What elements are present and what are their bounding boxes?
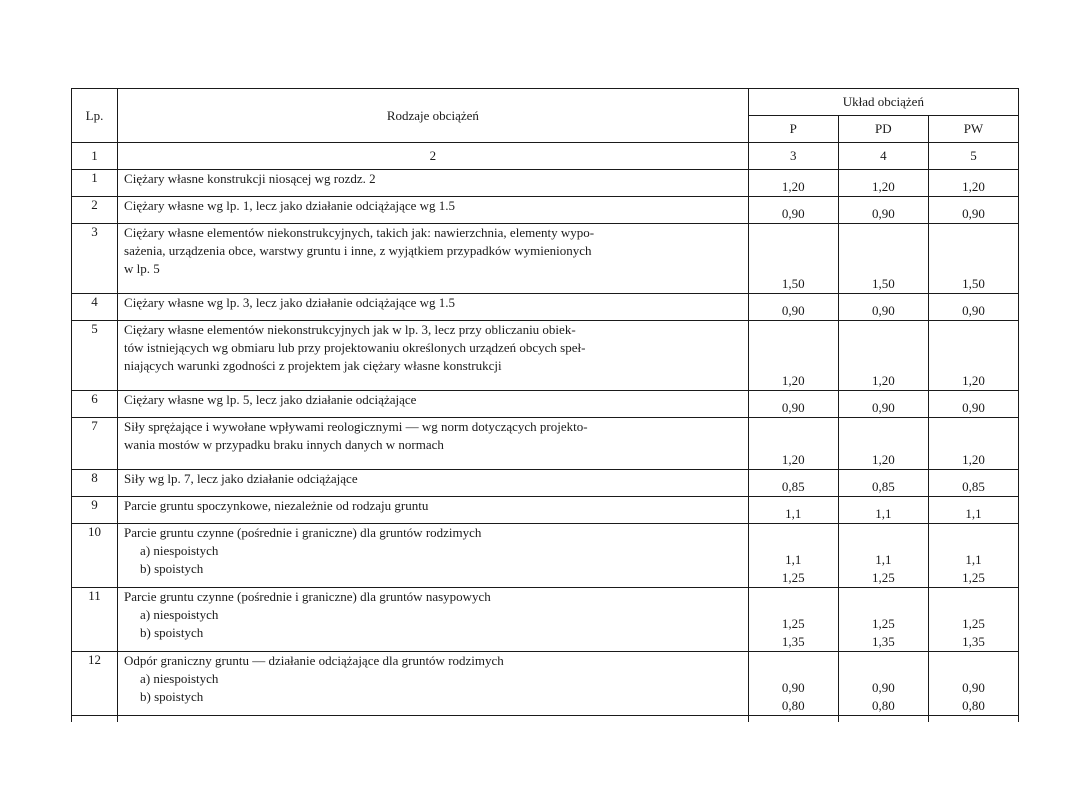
description-line: Ciężary własne elementów niekonstrukcyjnych, takich jak: nawierzchnia, elementy wypo- <box>124 225 595 240</box>
description-subitem: a) niespoistych <box>140 543 219 558</box>
factor-value: 1,25 <box>871 616 895 631</box>
factor-pd-cell <box>838 418 928 470</box>
factor-value: 1,20 <box>962 373 985 388</box>
factor-value: 1,50 <box>962 276 985 291</box>
row-number: 1 <box>72 170 118 197</box>
column-numbering-row <box>72 143 1019 170</box>
column-number: 1 <box>72 143 118 170</box>
description-line: wania mostów w przypadku braku innych danych w normach <box>124 437 444 452</box>
description-line: Ciężary własne wg lp. 1, lecz jako działanie odciążające wg 1.5 <box>124 198 456 213</box>
factor-value: 1,25 <box>962 570 985 585</box>
factor-value: 0,90 <box>781 303 805 318</box>
description-line: w lp. 5 <box>124 261 160 276</box>
factor-p-cell <box>748 524 838 588</box>
factor-pw-cell <box>928 224 1018 294</box>
factor-pw-cell <box>928 588 1018 652</box>
factor-value: 1,1 <box>785 506 802 521</box>
row-number: 9 <box>72 497 118 524</box>
factor-pw-cell <box>928 170 1018 197</box>
table-row <box>72 224 1019 294</box>
factor-value: 1,1 <box>875 552 892 567</box>
factor-value: 0,90 <box>871 206 895 221</box>
factor-value: 1,20 <box>781 373 805 388</box>
factor-pd-cell <box>838 197 928 224</box>
description-line: Parcie gruntu czynne (pośrednie i graniczne) dla gruntów rodzimych <box>124 525 482 540</box>
factor-pd-cell <box>838 470 928 497</box>
factor-value: 0,90 <box>781 206 805 221</box>
factor-value: 0,90 <box>962 303 985 318</box>
header-load-arrangement: Układ obciążeń <box>748 89 1018 116</box>
factor-p-cell <box>748 497 838 524</box>
factor-p-cell <box>748 170 838 197</box>
factor-value: 1,20 <box>871 452 895 467</box>
factor-value: 1,35 <box>962 634 985 649</box>
factor-pd-cell <box>838 321 928 391</box>
factor-value: 1,25 <box>871 570 895 585</box>
factor-pw-cell <box>928 321 1018 391</box>
header-pw: PW <box>928 116 1018 143</box>
factor-value: 1,20 <box>781 452 805 467</box>
factor-pd-cell <box>838 170 928 197</box>
factor-value: 0,85 <box>871 479 895 494</box>
description-subitem: a) niespoistych <box>140 671 219 686</box>
factor-value: 0,80 <box>781 698 805 713</box>
table-row <box>72 418 1019 470</box>
factor-value: 1,20 <box>871 373 895 388</box>
load-description <box>118 418 749 470</box>
row-number: 2 <box>72 197 118 224</box>
row-number: 5 <box>72 321 118 391</box>
factor-pw-cell <box>928 418 1018 470</box>
load-factors-table <box>71 88 1019 722</box>
factor-p-cell <box>748 652 838 716</box>
load-description <box>118 294 749 321</box>
row-number: 6 <box>72 391 118 418</box>
factor-pw-cell <box>928 294 1018 321</box>
factor-value: 0,85 <box>962 479 985 494</box>
factor-value: 0,90 <box>781 680 805 695</box>
load-description <box>118 170 749 197</box>
row-number: 12 <box>72 652 118 716</box>
factor-value: 0,90 <box>871 400 895 415</box>
header-lp: Lp. <box>72 89 118 143</box>
description-line: sażenia, urządzenia obce, warstwy gruntu i inne, z wyjątkiem przypadków wymienionych <box>124 243 592 258</box>
header-pd: PD <box>838 116 928 143</box>
factor-p-cell <box>748 588 838 652</box>
description-line: Odpór graniczny gruntu — działanie odciążające dla gruntów rodzimych <box>124 653 504 668</box>
row-number: 7 <box>72 418 118 470</box>
factor-value: 1,20 <box>962 179 985 194</box>
factor-pd-cell <box>838 524 928 588</box>
table-row <box>72 588 1019 652</box>
column-number: 5 <box>928 143 1018 170</box>
description-line: Ciężary własne elementów niekonstrukcyjnych jak w lp. 3, lecz przy obliczaniu obiek- <box>124 322 576 337</box>
factor-pd-cell <box>838 294 928 321</box>
column-number: 2 <box>118 143 749 170</box>
description-line: Ciężary własne wg lp. 5, lecz jako działanie odciążające <box>124 392 417 407</box>
table-row <box>72 524 1019 588</box>
table-row <box>72 652 1019 716</box>
factor-value: 0,90 <box>871 303 895 318</box>
factor-p-cell <box>748 224 838 294</box>
factor-value: 1,1 <box>785 552 802 567</box>
description-subitem: b) spoistych <box>140 625 204 640</box>
factor-value: 0,80 <box>962 698 985 713</box>
description-line: Ciężary własne konstrukcji niosącej wg rozdz. 2 <box>124 171 376 186</box>
load-description <box>118 197 749 224</box>
table-row <box>72 321 1019 391</box>
table-continuation <box>72 716 1019 723</box>
row-number: 4 <box>72 294 118 321</box>
column-number: 3 <box>748 143 838 170</box>
factor-pd-cell <box>838 391 928 418</box>
description-line: Parcie gruntu spoczynkowe, niezależnie od rodzaju gruntu <box>124 498 429 513</box>
factor-pw-cell <box>928 652 1018 716</box>
row-number: 11 <box>72 588 118 652</box>
factor-value: 1,35 <box>781 634 805 649</box>
table-body <box>72 170 1019 716</box>
factor-pw-cell <box>928 470 1018 497</box>
description-line: niających warunki zgodności z projektem jak ciężary własne konstrukcji <box>124 358 502 373</box>
row-number: 8 <box>72 470 118 497</box>
factor-value: 1,20 <box>871 179 895 194</box>
row-number: 3 <box>72 224 118 294</box>
factor-value: 1,1 <box>875 506 892 521</box>
row-number: 10 <box>72 524 118 588</box>
factor-value: 1,20 <box>781 179 805 194</box>
factor-value: 1,25 <box>781 570 805 585</box>
table-row <box>72 197 1019 224</box>
factor-value: 0,90 <box>781 400 805 415</box>
description-line: Siły wg lp. 7, lecz jako działanie odciążające <box>124 471 358 486</box>
factor-value: 1,1 <box>965 506 982 521</box>
factor-value: 1,1 <box>965 552 982 567</box>
load-description <box>118 391 749 418</box>
header-load-type: Rodzaje obciążeń <box>118 89 749 143</box>
load-description <box>118 497 749 524</box>
factor-value: 0,90 <box>962 206 985 221</box>
factor-pw-cell <box>928 524 1018 588</box>
factor-p-cell <box>748 470 838 497</box>
factor-value: 1,20 <box>962 452 985 467</box>
table-row <box>72 470 1019 497</box>
factor-value: 1,50 <box>871 276 895 291</box>
factor-value: 0,90 <box>962 680 985 695</box>
table-row <box>72 391 1019 418</box>
factor-p-cell <box>748 197 838 224</box>
factor-p-cell <box>748 418 838 470</box>
factor-pw-cell <box>928 497 1018 524</box>
header-p: P <box>748 116 838 143</box>
factor-p-cell <box>748 321 838 391</box>
factor-value: 0,85 <box>781 479 805 494</box>
description-line: tów istniejących wg obmiaru lub przy projektowaniu określonych urządzeń obcych speł- <box>124 340 586 355</box>
factor-value: 1,25 <box>781 616 805 631</box>
load-description <box>118 524 749 588</box>
factor-p-cell <box>748 391 838 418</box>
load-description <box>118 321 749 391</box>
description-subitem: a) niespoistych <box>140 607 219 622</box>
load-description <box>118 224 749 294</box>
table-header <box>72 89 1019 170</box>
factor-pd-cell <box>838 588 928 652</box>
load-description <box>118 588 749 652</box>
description-subitem: b) spoistych <box>140 561 204 576</box>
factor-pd-cell <box>838 497 928 524</box>
table-row <box>72 170 1019 197</box>
factor-p-cell <box>748 294 838 321</box>
factor-value: 0,90 <box>871 680 895 695</box>
load-description <box>118 652 749 716</box>
description-subitem: b) spoistych <box>140 689 204 704</box>
description-line: Ciężary własne wg lp. 3, lecz jako działanie odciążające wg 1.5 <box>124 295 456 310</box>
description-line: Parcie gruntu czynne (pośrednie i graniczne) dla gruntów nasypowych <box>124 589 491 604</box>
factor-value: 1,25 <box>962 616 985 631</box>
factor-pd-cell <box>838 652 928 716</box>
load-description <box>118 470 749 497</box>
factor-value: 1,50 <box>781 276 805 291</box>
description-line: Siły sprężające i wywołane wpływami reologicznymi — wg norm dotyczących projekto- <box>124 419 588 434</box>
factor-value: 0,90 <box>962 400 985 415</box>
column-number: 4 <box>838 143 928 170</box>
factor-pw-cell <box>928 197 1018 224</box>
table-row <box>72 497 1019 524</box>
factor-value: 1,35 <box>871 634 895 649</box>
factor-pw-cell <box>928 391 1018 418</box>
table-row <box>72 294 1019 321</box>
factor-pd-cell <box>838 224 928 294</box>
factor-value: 0,80 <box>871 698 895 713</box>
